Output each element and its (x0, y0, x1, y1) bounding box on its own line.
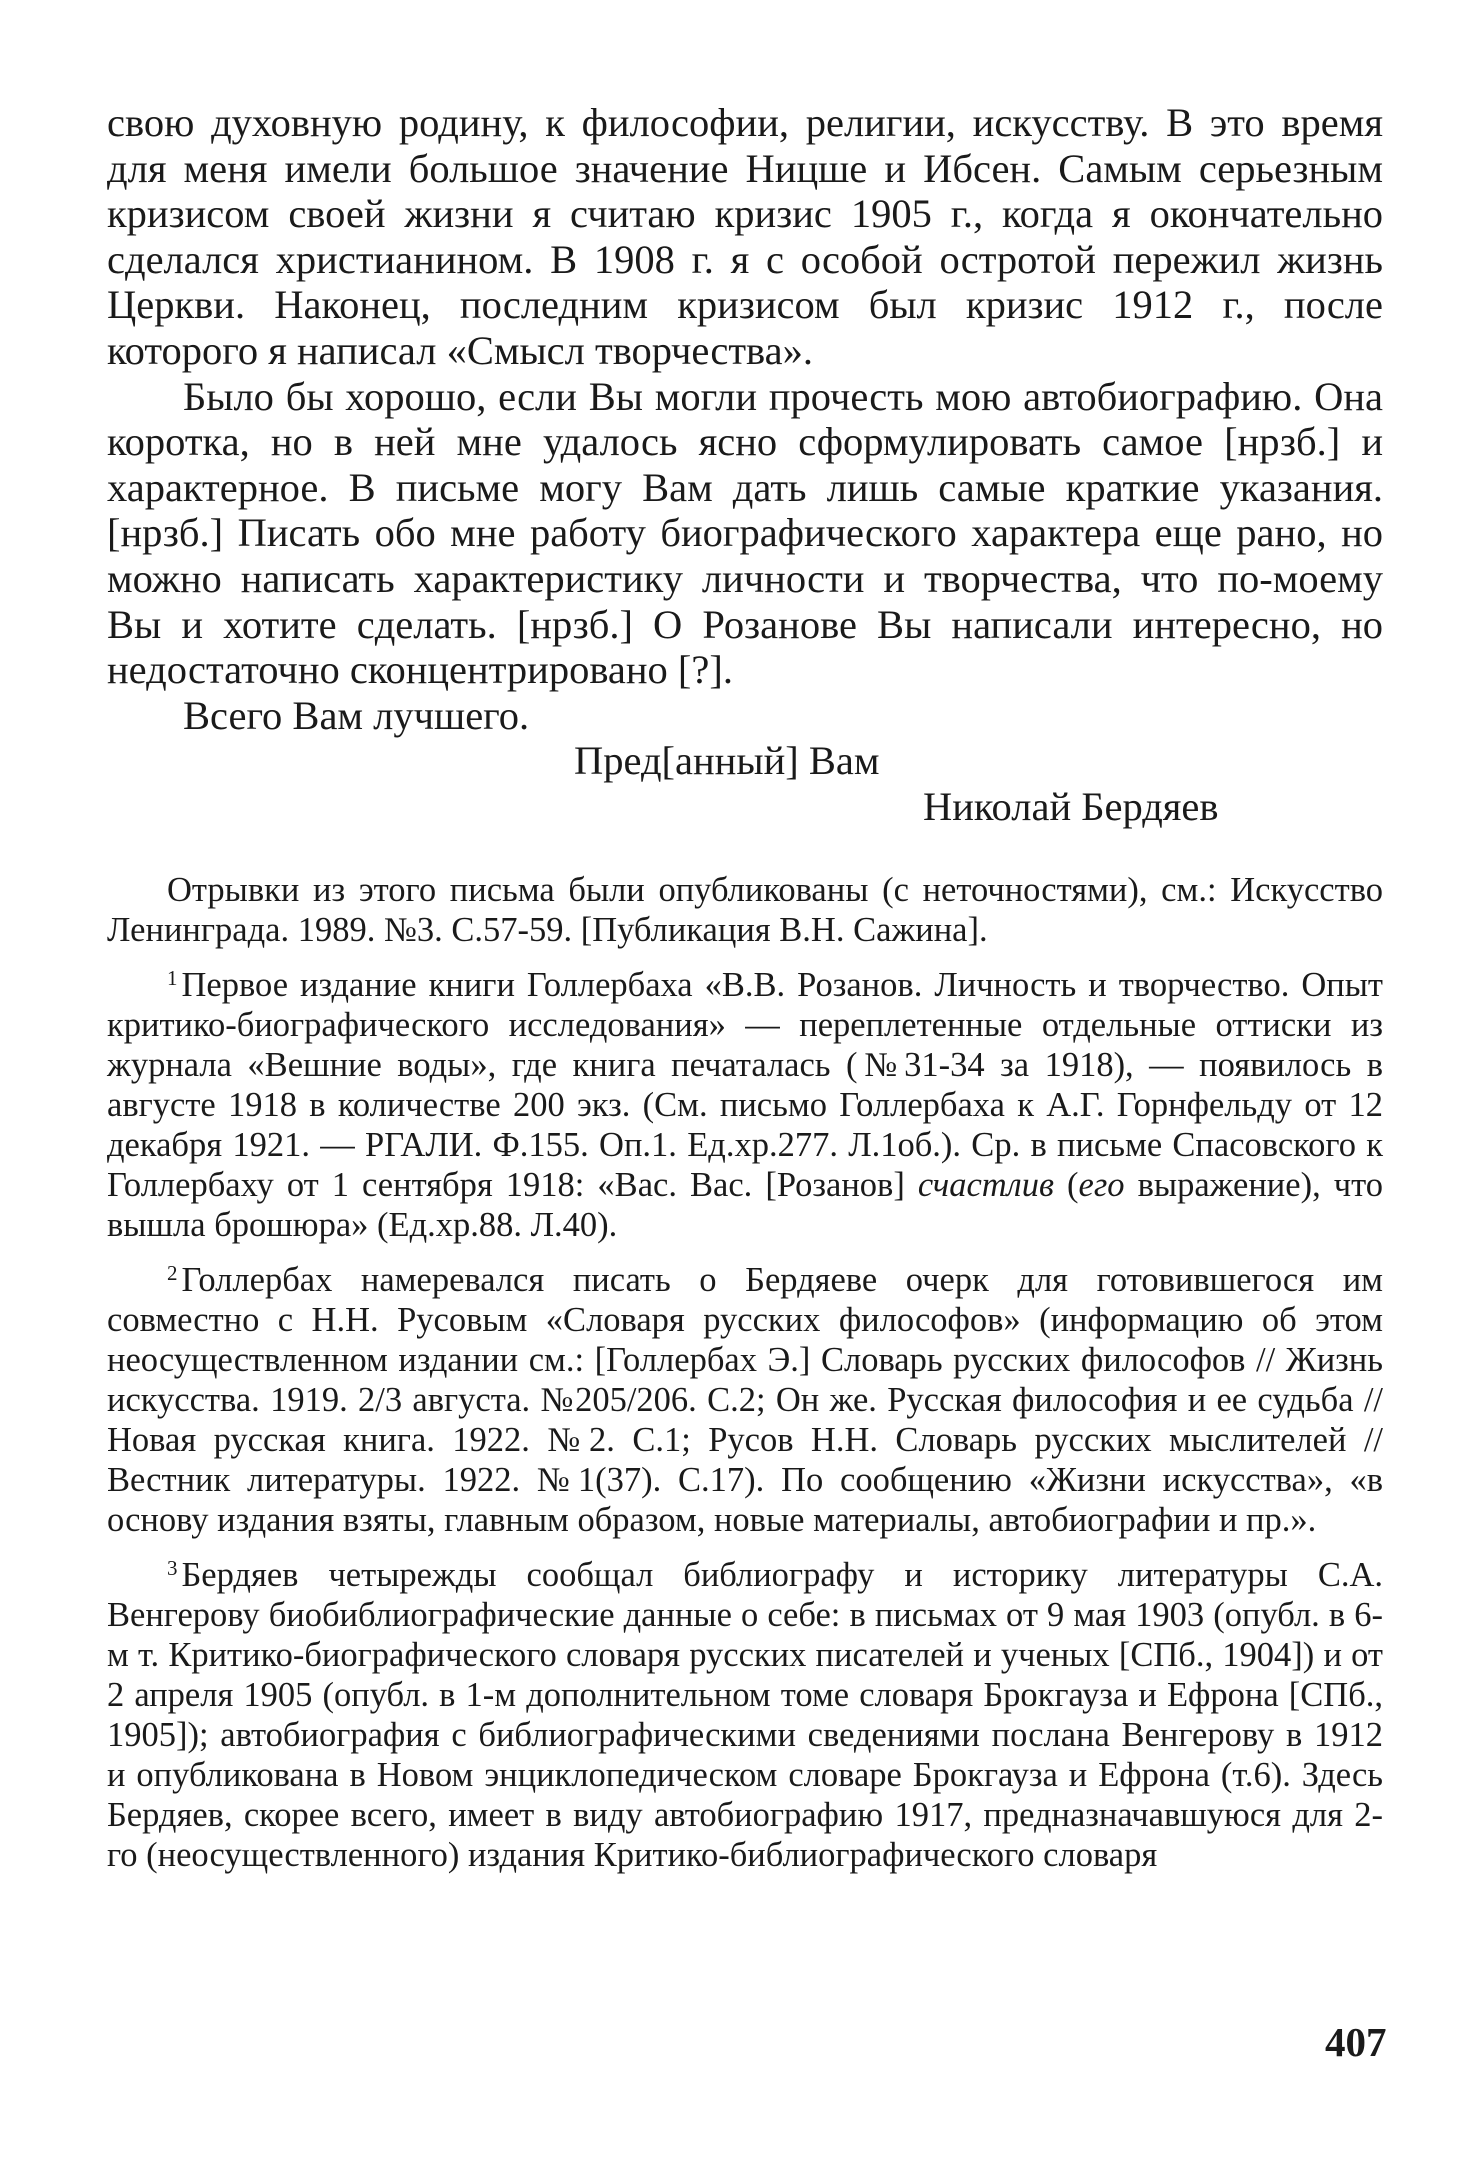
footnote-1-text-b: ( (1053, 1166, 1079, 1204)
footnote-2 (107, 1260, 1383, 1540)
footnote-1-italic-2: его (1078, 1166, 1125, 1204)
footnote-2-number: 2 (167, 1261, 178, 1285)
book-page (107, 100, 1383, 1874)
footnote-1-text-c: выражение), что вышла брошюра» (Ед.хр.88. Л.40). (107, 1166, 1383, 1244)
source-note: Отрывки из этого письма были опубликованы (с неточностями), см.: Искусство Ленинграда. 1989. №3. С.57-59. [Публикация В.Н. Сажина]. (107, 871, 1383, 949)
footnote-1-number: 1 (167, 966, 178, 990)
notes-section (107, 870, 1383, 1875)
footnote-3 (107, 1555, 1383, 1875)
letter-closing: Всего Вам лучшего. (183, 692, 530, 738)
footnote-1-text-a: Первое издание книги Голлербаха «В.В. Розанов. Личность и творчество. Опыт критико-биографического исследования» — переплетенные отдельные оттиски из журнала «Вешние воды», где книга печаталась (№31-34 за 1918), — появилось в августе 1918 в количестве 200 экз. (См. письмо Голлербаха к А.Г. Горнфельду от 12 декабря 1921. — РГАЛИ. Ф.155. Оп.1. Ед.хр.277. Л.1об.). Ср. в письме Спасовского к Голлербаху от 1 сентября 1918: «Вас. Вас. [Розанов] (107, 966, 1383, 1204)
page-number: 407 (1325, 2019, 1387, 2065)
footnote-1-italic-1: счастлив (917, 1166, 1054, 1204)
letter-paragraph-1: свою духовную родину, к философии, религии, искусству. В это время для меня имели большое значение Ницше и Ибсен. Самым серьезным кризисом своей жизни я считаю кризис 1905 г., когда я окончательно сделался христианином. В 1908 г. я с особой остротой пережил жизнь Церкви. Наконец, последним кризисом был кризис 1912 г., после которого я написал «Смысл творчества». (107, 100, 1383, 373)
signature-complimentary: Пред[анный] Вам (574, 738, 880, 784)
footnote-3-number: 3 (167, 1556, 178, 1580)
letter-body (107, 100, 1383, 830)
letter-paragraph-2: Было бы хорошо, если Вы могли прочесть мою автобиографию. Она коротка, но в ней мне удалось ясно сформулировать самое [нрзб.] и характерное. В письме могу Вам дать лишь самые краткие указания. [нрзб.] Писать обо мне работу биографического характера еще рано, но можно написать характеристику личности и творчества, что по-моему Вы и хотите сделать. [нрзб.] О Розанове Вы написали интересно, но недостаточно сконцентрировано [?]. (107, 373, 1383, 693)
footnote-3-text: Бердяев четырежды сообщал библиографу и историку литературы С.А. Венгерову биобиблиографические данные о себе: в письмах от 9 мая 1903 (опубл. в 6-м т. Критико-биографического словаря русских писателей и ученых [СПб., 1904]) и от 2 апреля 1905 (опубл. в 1-м дополнительном томе словаря Брокгауза и Ефрона [СПб., 1905]); автобиография с библиографическими сведениями послана Венгерову в 1912 и опубликована в Новом энциклопедическом словаре Брокгауза и Ефрона (т.6). Здесь Бердяев, скорее всего, имеет в виду автобиографию 1917, предназначавшуюся для 2-го (неосуществленного) издания Критико-библиографического словаря (107, 1556, 1383, 1874)
footnote-1 (107, 965, 1383, 1245)
signature-name: Николай Бердяев (923, 783, 1219, 829)
footnote-2-text: Голлербах намеревался писать о Бердяеве очерк для готовившегося им совместно с Н.Н. Русовым «Словаря русских философов» (информацию об этом неосуществленном издании см.: [Голлербах Э.] Словарь русских философов // Жизнь искусства. 1919. 2/3 августа. №205/206. С.2; Он же. Русская философия и ее судьба // Новая русская книга. 1922. №2. С.1; Русов Н.Н. Словарь русских мыслителей // Вестник литературы. 1922. №1(37). С.17). По сообщению «Жизни искусства», «в основу издания взяты, главным образом, новые материалы, автобиографии и пр.». (107, 1261, 1383, 1539)
